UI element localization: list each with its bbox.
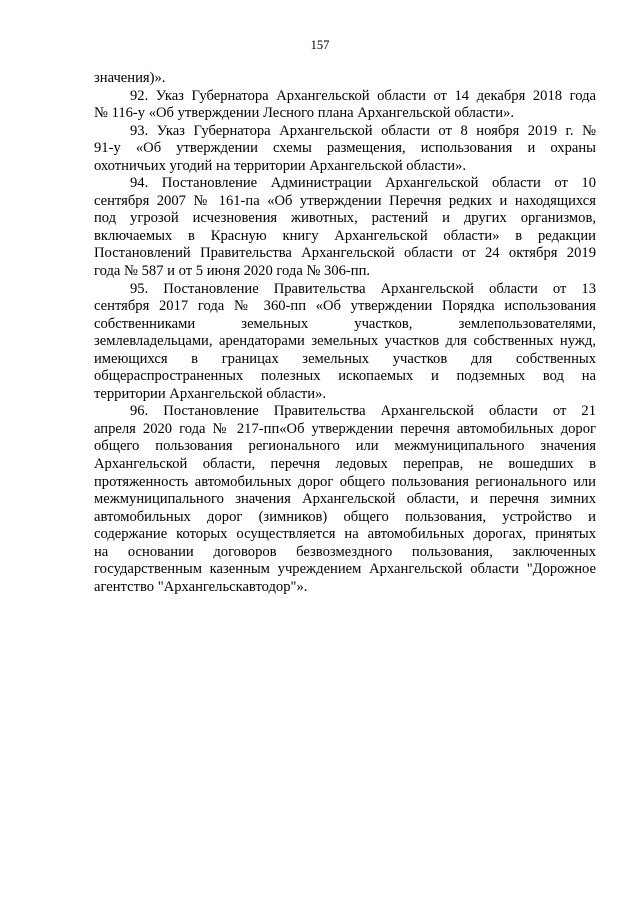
- text-line: общего пользования регионального или межмуниципального значения: [94, 438, 596, 455]
- text-line: на основании договоров безвозмездного пользования, заключенных: [94, 543, 596, 560]
- text-line: Архангельской области, перечня ледовых переправ, не вошедших в: [94, 456, 596, 473]
- text-line: сентября 2007 № 161-па «Об утверждении Перечня редких и находящихся: [94, 192, 596, 209]
- text-line: 95. Постановление Правительства Архангельской области от 13: [130, 280, 596, 297]
- paragraph: [94, 123, 596, 176]
- text-line: 96. Постановление Правительства Архангельской области от 21: [130, 403, 596, 420]
- paragraph: [94, 88, 596, 123]
- document-body: [94, 70, 596, 596]
- text-line: агентство "Архангельскавтодор"».: [94, 578, 308, 595]
- text-line: № 116-у «Об утверждении Лесного плана Архангельской области».: [94, 105, 514, 122]
- text-line: Постановлений Правительства Архангельской области от 24 октября 2019: [94, 245, 596, 262]
- text-line: 93. Указ Губернатора Архангельской области от 8 ноября 2019 г. №: [130, 122, 596, 139]
- text-line: под угрозой исчезновения животных, растений и других организмов,: [94, 210, 596, 227]
- text-line: содержание которых осуществляется на автомобильных дорогах, принятых: [94, 526, 596, 543]
- page-number: 157: [310, 38, 330, 52]
- text-line: автомобильных дорог (зимников) общего пользования, устройство и: [94, 508, 596, 525]
- text-line: значения)».: [94, 70, 166, 86]
- text-line: апреля 2020 года № 217-пп«Об утверждении перечня автомобильных дорог: [94, 420, 596, 437]
- paragraph: [94, 281, 596, 404]
- text-line: сентября 2017 года № 360-пп «Об утверждении Порядка использования: [94, 298, 596, 315]
- text-line: территории Архангельской области».: [94, 385, 327, 402]
- text-line: года № 587 и от 5 июня 2020 года № 306-пп.: [94, 263, 371, 280]
- text-line: протяженность автомобильных дорог общего пользования регионального или: [94, 473, 596, 490]
- text-line: охотничьих угодий на территории Архангельской области».: [94, 157, 467, 174]
- text-line: 94. Постановление Администрации Архангельской области от 10: [130, 175, 596, 192]
- text-line: государственным казенным учреждением Архангельской области "Дорожное: [94, 561, 596, 578]
- paragraph: [94, 403, 596, 596]
- text-line: землевладельцами, арендаторами земельных участков для собственных нужд,: [94, 333, 596, 350]
- text-line: 91-у «Об утверждении схемы размещения, использования и охраны: [94, 140, 596, 157]
- text-line: межмуниципального значения Архангельской области, и перечня зимних: [94, 491, 596, 508]
- text-line: включаемых в Красную книгу Архангельской области» в редакции: [94, 227, 596, 244]
- text-line: 92. Указ Губернатора Архангельской области от 14 декабря 2018 года: [130, 87, 596, 104]
- paragraph: [94, 70, 596, 88]
- text-line: собственниками земельных участков, землепользователями,: [94, 315, 596, 332]
- text-line: общераспространенных полезных ископаемых и подземных вод на: [94, 368, 596, 385]
- paragraph: [94, 175, 596, 280]
- text-line: имеющихся в границах земельных участков для собственных: [94, 350, 596, 367]
